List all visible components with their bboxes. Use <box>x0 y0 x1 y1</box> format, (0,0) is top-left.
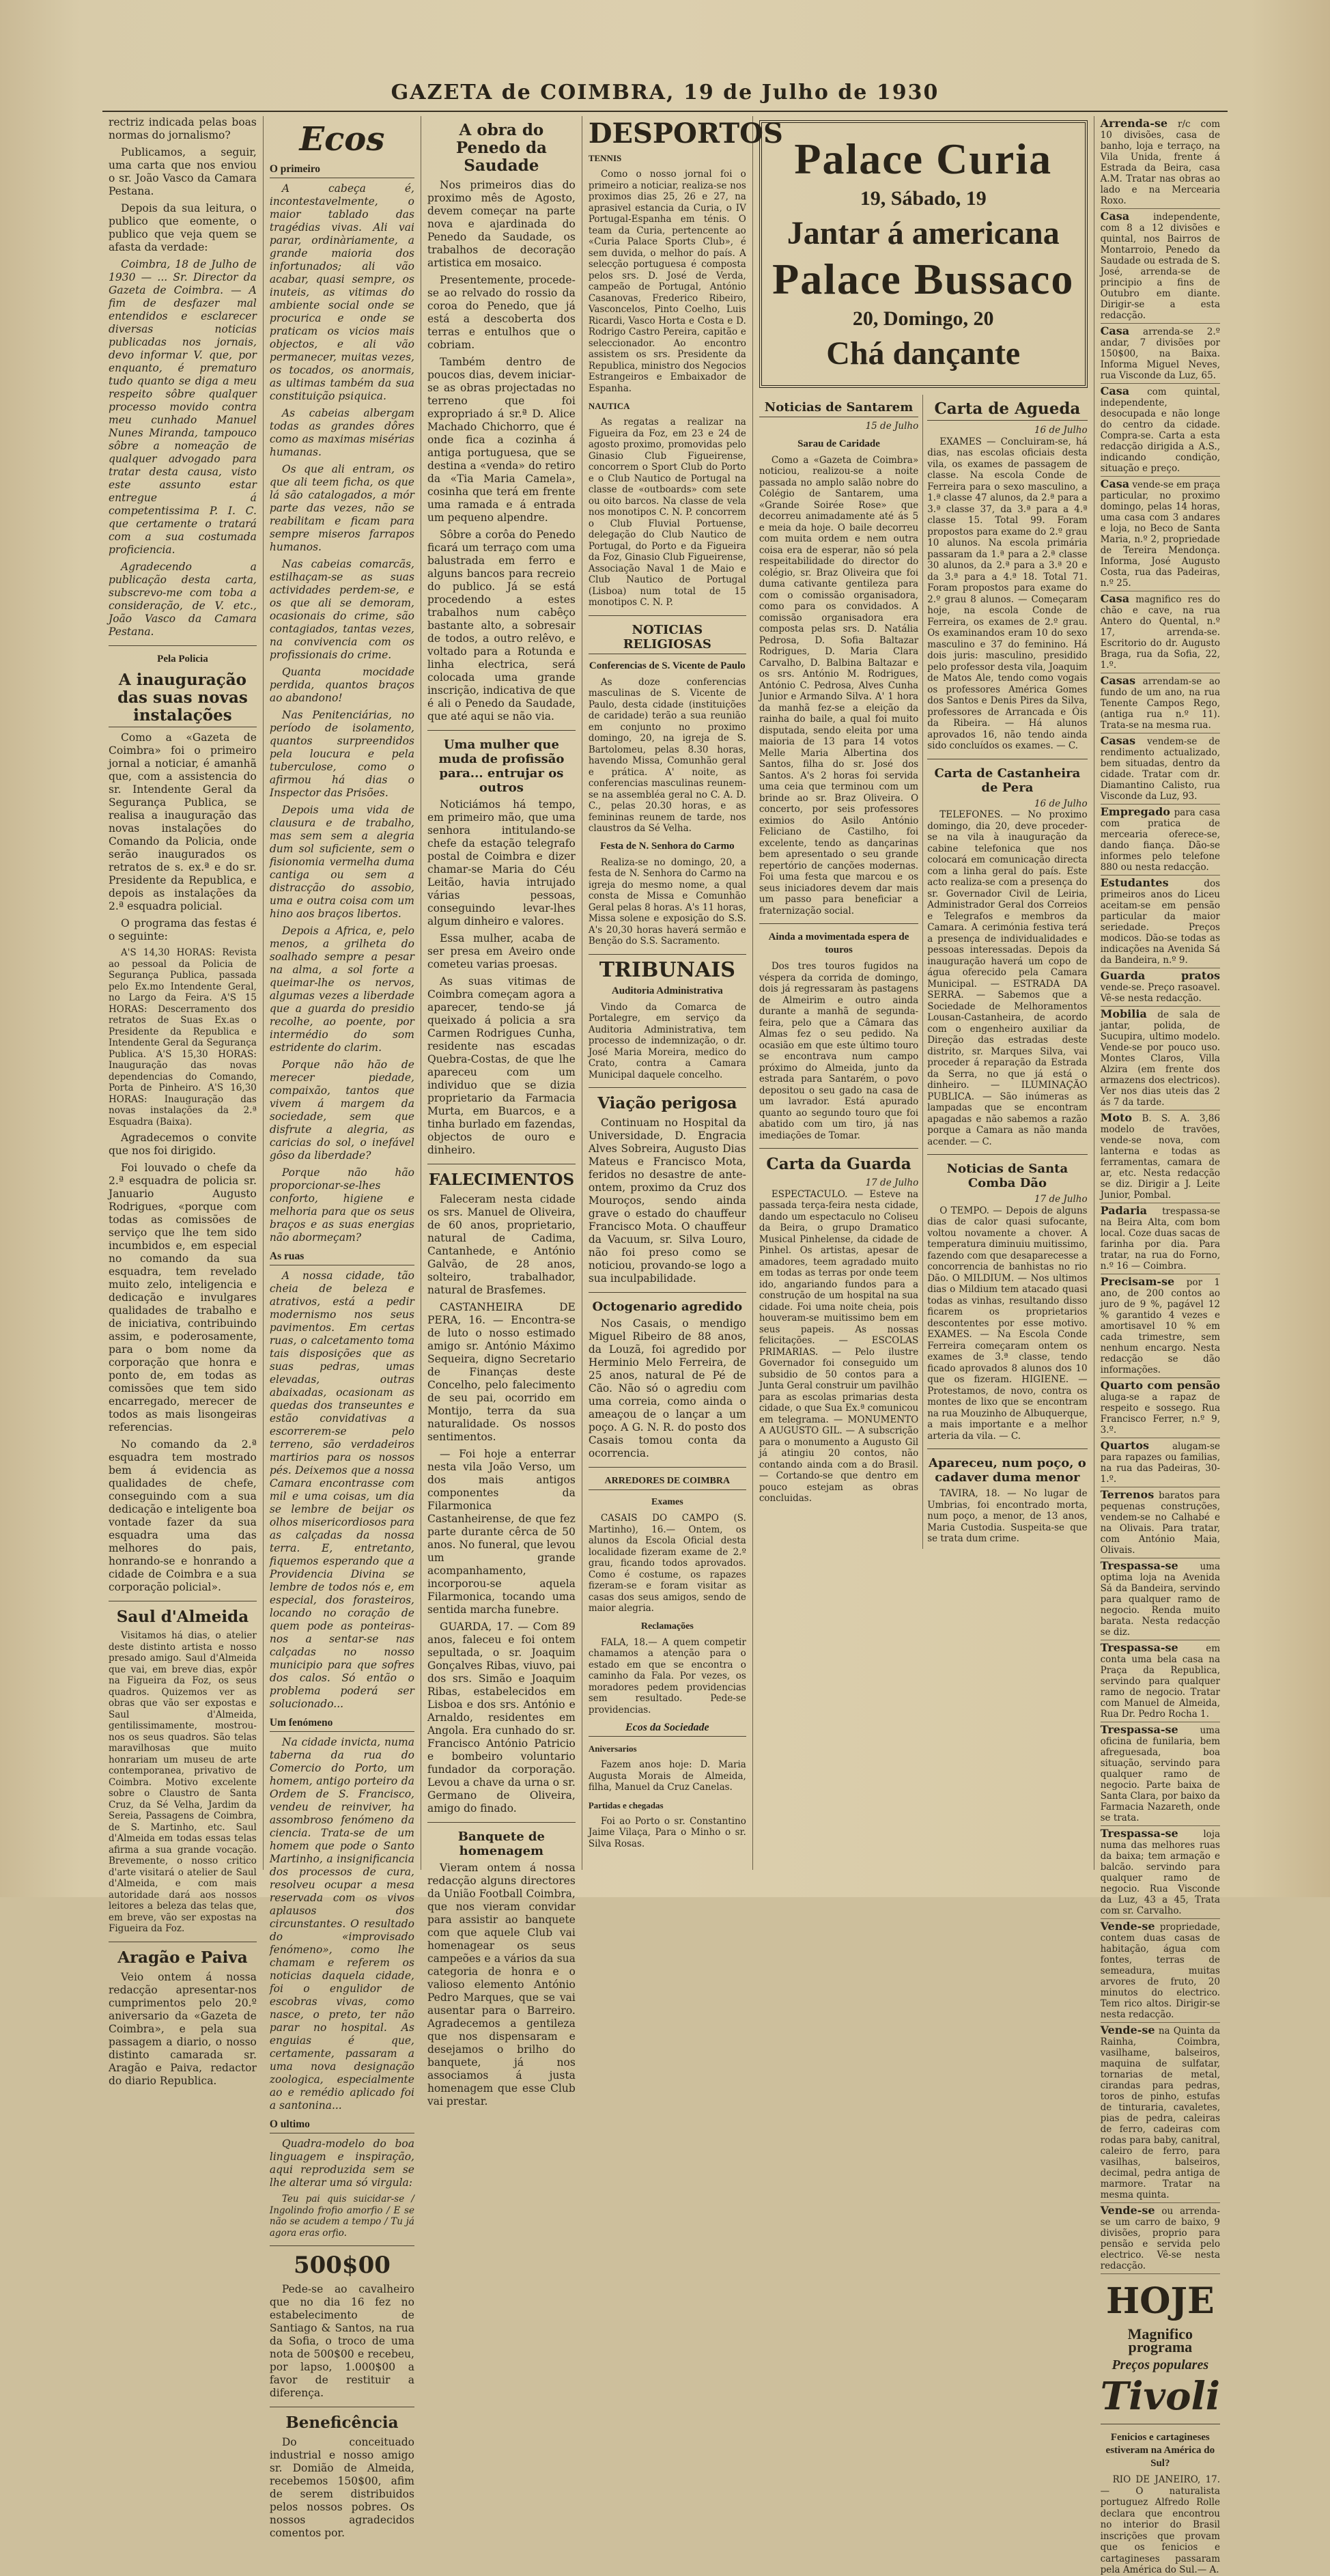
headline: TRIBUNAIS <box>599 957 735 982</box>
classified-ad <box>1101 1919 1220 2023</box>
paragraph: Porque não hão de merecer piedade, compaixão, tantos que vivem á margem da sociedade, sem que disfrute a alegria, as caricias do sol, o inefável gôso da liberdade? <box>269 1059 414 1162</box>
classified-ad <box>1101 2203 1220 2274</box>
paragraph: CASTANHEIRA DE PERA, 16. — Encontra-se de luto o nosso estimado amigo sr. António Máximo Sequeira, digno Secretario de Finanças deste Concelho, pelo falecimento de seu pai, ocorrido em Montijo, terra da sua naturalidade. Os nossos sentimentos. <box>427 1301 576 1443</box>
divider <box>589 1292 746 1293</box>
paragraph: TELEFONES. — No proximo domingo, dia 20, deve proceder-se na vila à inauguração da cabine telefonica que nos colocará em comunicação directa com a linha geral do país. Este acto realiza-se com a presença do sr. Governador Civil de Leiria, Administrador Geral dos Correios e Telegrafos e membros da Camara. A cerimónia festiva terá a presença de individualidades e pessoas interessadas. Depois da inauguração haverá um copo de água oferecido pela Camara Municipal. — ESTRADA DA SERRA. — Sabemos que a Sociedade de Melhoramentos Lousan-Castanheira, de acordo com o engenheiro auxiliar da Direção das estradas deste distrito, sr. Marques Silva, vai proceder á reparação da Estrada da Serra, no que já está o dinheiro. — ILUMINAÇÃO PUBLICA. — São inúmeras as lampadas que se encontram apagadas e não sabemos a razão porque a Camara as não manda acender. — C. <box>927 809 1088 1147</box>
program-list: A'S 14,30 HORAS: Revista ao pessoal da Policia de Segurança Publica, passada pelo Ex.mo Intendente Geral, no Largo da Feira. A'S 15 HORAS: Descerramento dos retratos de Suas Ex.as o Presidente da Republica e Intendente Geral da Segurança Publica. A'S 15,30 HORAS: Inauguração das novas dependencias do Comando, Porta de Pinheiro. A'S 16,30 HORAS: Inauguração das novas instalações da 2.ª Esquadra (Baixa). <box>109 947 257 1128</box>
column-4 <box>582 116 783 1870</box>
classified-ad-text: independente, com 8 a 12 divisões e quintal, nos Bairros de Montarroio, Penedo da Saudade ou estrada de S. José, arrenda-se de principio a fins de Outubro em diante. Dirigir-se a esta redacção. <box>1100 212 1220 321</box>
classified-ad-keyword: Mobilia <box>1100 1007 1147 1020</box>
headline: Octogenario agredido <box>592 1300 743 1314</box>
paragraph: Faleceram nesta cidade os srs. Manuel de Oliveira, de 60 anos, proprietario, natural de Cadima, Cantanhede, e António Galvão, de 28 anos, solteiro, trabalhador, natural de Brasfemes. <box>427 1193 576 1296</box>
classified-ad <box>1101 1722 1220 1826</box>
classified-ad-text: uma oficina de funilaria, bem afreguesada, boa situação, servindo para qualquer ramo de negocio. Parte baixa de Santa Clara, por baixo da Farmacia Nazareth, onde se trata. <box>1100 1725 1220 1823</box>
paragraph: No comando da 2.ª esquadra tem mostrado bem á evidencia as qualidades de chefe, conseguindo com a sua dedicação e inteligente boa vontade fazer da sua esquadra uma das melhores do pais, honrando-se e honrando a cidade de Coimbra e a sua corporação policial». <box>109 1438 257 1593</box>
paragraph: Visitamos há dias, o atelier deste distinto artista e nosso presado amigo. Saul d'Almeida que vai, em breve dias, expôr na Figueira da Foz, os seus quadros. Quizemos ver as obras que vão ser expostas e Saul d'Almeida, gentilissimamente, mostrou-nos os seus quadros. São telas maravilhosas que muito honrariam um museu de arte contemporanea, privativo de Coimbra. Motivo excelente sobre o Claustro de Santa Cruz, da Sé Velha, Jardim da Sereia, Passagens de Coimbra, de S. Martinho, etc. Saul d'Almeida em todas essas telas afirma a sua grande vocação. Brevemente, o nosso critico d'arte visitará o atelier de Saul d'Almeida, e com mais autoridade dará aos nossos leitores a beleza das telas que, em breve, vão ser expostas na Figueira da Foz. <box>109 1630 257 1934</box>
section-label: Um fenómeno <box>270 1716 414 1732</box>
headline-ecos: Ecos <box>299 120 385 158</box>
classified-ad-text: ou arrenda-se um carro de baixo, 9 divisões, proprio para pensão e servida pelo electrico. Vê-se nesta redacção. <box>1100 2206 1220 2271</box>
classified-ad-keyword: Terrenos <box>1100 1488 1155 1501</box>
classified-ad-keyword: Vende-se <box>1100 2024 1155 2036</box>
divider <box>270 2245 414 2246</box>
paragraph: Realiza-se no domingo, 20, a festa de N. Senhora do Carmo na igreja do mesmo nome, a qual consta de Missa e Comunhão Geral pelas 8 horas. A's 11 horas, Missa solene e exposição do S.S. A's 20,30 horas haverá sermão e Benção do S.S. Sacramento. <box>588 856 746 947</box>
divider <box>927 1448 1087 1449</box>
paragraph: Vindo da Comarca de Portalegre, em serviço da Auditoria Administrativa, tem processo de indemnização, o dr. José Maria Moreira, medico do Crato, contra a Camara Municipal daquele concelho. <box>588 1001 746 1080</box>
classified-ad <box>1101 733 1220 804</box>
classified-ad-text: em conta uma bela casa na Praça da Republica, servindo para qualquer ramo de negocio. Tratar com Manuel de Almeida, Rua Dr. Pedro Rocha 1. <box>1100 1643 1220 1720</box>
classified-ad <box>1101 1274 1220 1378</box>
ad-line: Chá dançante <box>826 335 1021 372</box>
classified-ad-keyword: Casa <box>1100 210 1130 223</box>
paragraph: Nas cabeias comarcãs, estilhaçam-se as suas actividades perdem-se, e os que ali se demoram, ocasionais do crime, são contagiados, tantas vezes, na convivencia com os profissionais do crime. <box>269 558 414 661</box>
paragraph: Veio ontem á nossa redacção apresentar-nos cumprimentos pelo 20.º aniversario da «Gazeta de Coimbra», e pela sua passagem a diario, o nosso distinto camarada sr. Aragão e Paiva, redactor do diario Republica. <box>109 1970 257 2087</box>
dateline: 16 de Julho <box>1034 798 1088 809</box>
cinema-ad-name: Tivoli <box>1100 2374 1220 2419</box>
classified-ad-keyword: Casa <box>1100 592 1130 605</box>
paragraph: Essa mulher, acaba de ser presa em Aveiro onde cometeu varias proesas. <box>427 932 576 970</box>
headline: Viação perigosa <box>597 1094 737 1112</box>
masthead-rule <box>102 111 1228 112</box>
classified-ad <box>1101 591 1220 673</box>
classified-ad-keyword: Quarto com pensão <box>1100 1379 1220 1392</box>
section-label: ARREDORES DE COIMBRA <box>589 1474 746 1490</box>
paragraph: Quanta mocidade perdida, quantos braços ao abandono! <box>269 666 414 704</box>
paragraph: RIO DE JANEIRO, 17.— O naturalista portuguez Alfredo Rolle declara que encontrou no interior do Brasil inscrições que provam que os fenicios e cartagineses passaram pela América do Sul.— A. <box>1100 2474 1220 2575</box>
classified-ad-keyword: Estudantes <box>1100 876 1169 889</box>
classified-ad <box>1101 673 1220 733</box>
classified-ad-keyword: Guarda pratos <box>1100 969 1220 982</box>
headline: Beneficência <box>285 2413 399 2432</box>
two-column-block <box>759 395 1088 1549</box>
classified-ad <box>1101 1110 1220 1203</box>
column-5 <box>753 116 1094 1870</box>
paragraph: Continuam no Hospital da Universidade, D. Engracia Alves Sobreira, Augusto Dias Mateus e Francisco Mota, feridos no desastre de ante-ontem, proximo da Cruz dos Mouroços, sendo ainda grave o estado do chauffeur Francisco Mota. O chauffeur da Vacuum, sr. Silva Louro, não foi preso como se noticiou, provando-se logo a sua inculpabilidade. <box>588 1117 746 1285</box>
paragraph: A nossa cidade, tão cheia de beleza e atrativos, está a pedir modernismo nos seus pavimentos. Em certas ruas, o calcetamento toma tais disposições que as suas pedras, umas elevadas, outras abaixadas, ocasionam as quedas dos transeuntes e estão convidativas a escorrerem-se pelo terreno, são verdadeiros martirios para os nossos pés. Deixemos que a nossa Camara encontrasse com mil e uma coisas, um dia se lembre de beijar os olhos misericordiosos para as calçadas da nossa terra. E, entretanto, fiquemos esperando que a Providencia Divina se lembre de todos nós e, em especial, dos forasteiros, locando no coração de quem pode as ponteiras-nos a sentar-se nas calçadas no nosso municipio para que sofres dos calos. Só então o problema poderá ser solucionado... <box>269 1270 414 1710</box>
classified-ad-text: B. S. A. 3,86 modelo de travões, vende-se nova, com lanterna e todas as ferramentas, camara de ar, etc. Nesta redacção se diz. Dirigir a J. Leite Junior, Pombal. <box>1100 1113 1220 1201</box>
subheadline: Auditoria Administrativa <box>611 985 723 996</box>
classified-ad <box>1101 384 1220 477</box>
paragraph: ESPECTACULO. — Esteve na passada terça-feira nesta cidade, dando um espectaculo no Coliseu da Beira, o grupo Dramatico Musical Pinhelense, da cidade de Pinhel. Os artistas, apesar de amadores, teem agradado muito em todas as terras por onde teem ido, angariando fundos para a construção de um hospital na sua cidade. Foi uma noite cheia, pois houveram-se muitissimo bem em seus papeis. As nossas felicitações. — ESCOLAS PRIMARIAS. — Pelo ilustre Governador foi conseguido um subsidio de 50 contos para a Junta Geral construir um pavilhão para as escolas primarias desta cidade, o que Sua Ex.ª comunicou em telegrama. — MONUMENTO A AUGUSTO GIL. — A subscrição para o monumento a Augusto Gil já atingiu 20 contos, não contando ainda com a do Brasil. — Cortando-se que dentro em pouco estejam as obras concluidas. <box>759 1188 919 1504</box>
ad-line: Jantar á americana <box>787 215 1060 251</box>
headline: Carta da Guarda <box>766 1155 911 1173</box>
classified-ad <box>1101 1487 1220 1558</box>
classified-ad-keyword: Precisam-se <box>1100 1275 1175 1288</box>
section-label: As ruas <box>270 1250 414 1265</box>
headline: A obra do Penedo da Saudade <box>455 121 547 175</box>
divider <box>589 1087 746 1088</box>
classified-ad-keyword: Casa <box>1100 477 1130 490</box>
paragraph: Nos Casais, o mendigo Miguel Ribeiro de 88 anos, da Louzã, foi agredido por Herminio Melo Ferreira, de 25 anos, natural de Pé de Cão. Não só o agrediu com uma correia, como ainda o ameaçou de o lançar a um poço. A G. N. R. do posto dos Casais tomou conta da ocorrencia. <box>588 1317 746 1459</box>
classified-ad-keyword: Trespassa-se <box>1100 1559 1178 1572</box>
divider <box>589 615 746 616</box>
classified-ad-text: alugam-se para rapazes ou familias, na rua das Padeiras, 30-1.º. <box>1100 1441 1220 1485</box>
headline: 500$00 <box>293 2252 391 2279</box>
column-3 <box>421 116 582 2108</box>
paragraph: rectriz indicada pelas boas normas do jornalismo? <box>109 116 257 141</box>
paragraph: Publicamos, a seguir, uma carta que nos enviou o sr. João Vasco da Camara Pestana. <box>109 146 257 197</box>
letter-closing: Agradecendo a publicação desta carta, subscrevo-me com toba a consideração, de V. etc., João Vasco da Camara Pestana. <box>109 561 257 638</box>
paragraph: O TEMPO. — Depois de alguns dias de calor quasi sufocante, voltou novamente a chover. A temperatura diminuiu muitissimo, fazendo com que desaparecesse a concorrencia de banhistas no rio Dão. O MILDIUM. — Nos ultimos dias o Mildium tem atacado quasi todas as vinhas, resultando disso ficarem os proprietarios descontentes por esse motivo. EXAMES. — Na Escola Conde Ferreira começaram ontem os exames de 3.ª classe, tendo ficado aprovados 8 alunos dos 10 que os fizeram. HIGIENE. — Protestamos, de novo, contra os montes de lixo que se encontram na rua Mouzinho de Albuquerque, a mais importante e a melhor arteria da vila. — C. <box>927 1205 1088 1442</box>
classified-ad-text: loja numa das melhores ruas da baixa; tem armação e balcão. servindo para qualquer ramo de negocio. Rua Visconde da Luz, 43 a 45, Trata com sr. Carvalho. <box>1100 1829 1220 1916</box>
headline: Carta de Castanheira de Pera <box>934 766 1081 795</box>
classified-ad <box>1101 477 1220 591</box>
paragraph: As suas vitimas de Coimbra começam agora a aparecer, tendo-se já queixado á policia a sra Carmen Rodrigues Cunha, residente nas escadas Quebra-Costas, de que lhe apareceu com um individuo que se dizia proprietario da Farmacia Murta, em Buarcos, e a tinha burlado em fazendas, objectos de ouro e dinheiro. <box>427 975 576 1156</box>
classified-ad <box>1101 1826 1220 1919</box>
section-label: O ultimo <box>270 2118 414 2133</box>
classified-ad-keyword: Casa <box>1100 324 1130 337</box>
paragraph: A cabeça é, incontestavelmente, o maior tablado das tragédias vivas. Ali vai parar, ordinàriamente, a grande maioria dos infortunados; ali vão acabar, quasi sempre, os inuteis, as vitimas do ambiente social onde se procurica e onde se praticam os vicios mais objectos, e ali vão permanecer, muitas vezes, os tocados, os anormais, as ultimas também da sua constituição psiquica. <box>269 182 414 402</box>
headline: A inauguração das suas novas instalações <box>109 671 257 727</box>
classified-ad <box>1101 1203 1220 1274</box>
column-6-classifieds <box>1094 116 1226 2575</box>
classified-ad <box>1101 804 1220 876</box>
paragraph: Foi louvado o chefe da 2.ª esquadra de policia sr. Januario Augusto Rodrigues, «porque com todas as comissões de serviço que lhe tem sido incumbidos e, em especial no comando da sua esquadra, tem revelado muito zelo, inteligencia e dedicação e invulgares qualidades de trabalho e de iniciativa, contribuindo assim, e poderosamente, para o bom nome da corporação que honra e ponto de, em todas as comissões que tem sido encarregado, merecer de todos as mais lisongeiras referencias. <box>109 1162 257 1433</box>
classified-ad-text: arrendam-se ao fundo de um ano, na rua Tenente Campos Rego, (antiga rua n.º 11). Trata-se na mesma rua. <box>1100 676 1220 731</box>
paragraph: Depois a Africa, e, pelo menos, a grilheta do soalhado sempre a pesar na alma, a sol forte a queimar-lhe os nervos, algumas vezes a liberdade que a guarda do presidio recolhe, ao poente, por intermédio do som estridente do clarim. <box>269 925 414 1054</box>
subcolumn-right <box>923 395 1087 1549</box>
classified-ad <box>1101 324 1220 384</box>
subheadline: Partidas e chegadas <box>588 1800 664 1810</box>
ad-line: Palace Curia <box>794 135 1053 183</box>
classified-ad-keyword: Quartos <box>1100 1439 1150 1452</box>
classified-ad-text: dos primeiros anos do Liceu aceitam-se em pensão particular da maior seriedade. Preços modicos. Dão-se todas as indicações na Avenida Sá da Bandeira, n.º 9. <box>1100 878 1220 966</box>
paragraph: Como a «Gazeta de Coimbra» noticiou, realizou-se a noite passada no amplo salão nobre do Colégio de Santarem, uma «Grande Soirée Rose» que decorreu animadamente até ás 5 e meia da hoje. O baile decorreu com muita ordem e nem outra coisa era de esperar, não só pela respeitabilidade do director do colégio, sr. Braz Oliveira que foi duma cativante gentileza para com o comissão organisadora, como para os convidados. A comissão organisadora era composta pelas srs. D. Natália Pedrosa, D. Sofia Baltazar Rodrigues, D. Maria Clara Carvalho, D. Balbina Baltazar e os srs. António M. Rodrigues, António C. Pedrosa, Alves Cunha Junior e Armando Silva. A' 1 hora da manhã fez-se a eleição da rainha do baile, a qual foi muito disputada, sendo eleita por uma maioria de 13 para 14 votos Melle Maria Albertina dos Santos, filha do sr. José dos Santos. A's 2 horas foi servida uma ceia que terminou com um brinde ao sr. Braz Oliveira. O concerto, por seis professores eximios do Asilo António Feliciano de Castilho, foi excelente, tendo as dançarinas bem apresentado o seu grande repertório de canções modernas. Foi uma festa que marcou e os seus iniciadores devem dar mais um passo para beneficiar a fraternização social. <box>759 454 919 916</box>
headline: Ainda a movimentada espera de touros <box>768 932 909 955</box>
ad-line: Palace Bussaco <box>772 255 1075 303</box>
classified-ad-text: magnifico res do chão e cave, na rua Antero do Quental, n.º 17, arrenda-se. Escritorio do dr. Augusto Braga, rua da Sofia, 22, 1.º. <box>1100 594 1220 671</box>
classified-ad <box>1101 2023 1220 2203</box>
subheadline: Aniversarios <box>588 1744 637 1754</box>
headline-desportos: DESPORTOS <box>588 117 783 150</box>
paragraph: Agradecemos o convite que nos foi dirigido. <box>109 1132 257 1157</box>
masthead: GAZETA de COIMBRA, 19 de Julho de 1930 <box>391 81 939 104</box>
paragraph: Sôbre a corôa do Penedo ficará um terraço com uma balustrada em ferro e alguns bancos para recreio do publico. Já se está procedendo a estes trabalhos num cabêço bastante alto, a sobresair de todos, a outro relêvo, e voltado para a Rotunda e linha electrica, será colocada uma grande inscrição, indicativa de que é ali o Penedo da Saudade, que até aqui se não via. <box>427 529 576 723</box>
classified-ad-text: na Quinta da Rainha, Coimbra, vasilhame, balseiros, maquina de sulfatar, tornarias de metal, cirandas para pedras, toros de pinho, estufas de tinturaria, cavaletes, pias de pedra, caleiras de ferro, cadeiras com rodas para baby, canitral, caleiro de ferro, para vasilhas, balseiros, decimal, pedra antiga de marmore. Tratar na mesma quinta. <box>1100 2026 1220 2200</box>
letter-body: Coimbra, 18 de Julho de 1930 — ... Sr. Director da Gazeta de Coimbra. — A fim de desfazer mal entendidos e esclarecer diversas noticias publicadas nos jornais, devo informar V. que, por enquanto, é prematuro tudo quanto se diga a meu respeito sôbre qualquer processo movido contra meu cunhado Manuel Nunes Miranda, tampouco sôbre a nomeação de qualquer advogado para tratar desta causa, visto este assunto estar entregue á competentissima P. I. C. que certamente o tratará com a sua costumada proficiencia. <box>109 258 257 556</box>
classified-ads-list <box>1101 116 1220 2274</box>
classified-ad-text: uma optima loja na Avenida Sá da Bandeira, servindo para qualquer ramo de negocio. Renda muito barata. Nesta redacção se diz. <box>1100 1561 1220 1638</box>
classified-ad-text: baratos para pequenas construções, vendem-se no Calhabé e na Olivais. Para tratar, com António Maia, Olivais. <box>1100 1490 1220 1556</box>
paragraph: Nas Penitenciárias, no período de isolamento, quantos surpreendidos pela loucura e pela tuberculose, como o afirmou há dias o Inspector das Prisões. <box>269 709 414 799</box>
paragraph: As cabeias albergam todas as grandes dôres como as maximas misérias humanas. <box>269 407 414 458</box>
subheadline: Reclamações <box>640 1621 694 1632</box>
classified-ad-text: por 1 ano, de 200 contos ao juro de 9 %, pagável 12 % garantido 4 vezes e amortisavel 10 % em cada trimestre, sem nenhum encargo. Nesta redacção se dão informações. <box>1100 1277 1221 1375</box>
palace-hotels-ad <box>759 120 1088 388</box>
paragraph: Também dentro de poucos dias, devem iniciar-se as obras projectadas no terreno que foi expropriado á sr.ª D. Alice Machado Chichorro, que é onde fica a cozinha á antiga portuguesa, que se destina a «venda» do retiro da «Tia Maria Camela», cosinha que terá em frente uma ramada e á entrada um pequeno alpendre. <box>427 356 576 524</box>
paragraph: CASAIS DO CAMPO (S. Martinho), 16.— Ontem, os alunos da Escola Oficial desta localidade fizeram exame de 2.º grau, ficando todos aprovados. Como é costume, os rapazes fizeram-se e foram visitar as casas dos seus amigos, sendo de maior alegria. <box>588 1513 746 1614</box>
classified-ad-keyword: Empregado <box>1100 805 1170 818</box>
cinema-ad-line: Preços populares <box>1112 2357 1209 2372</box>
headline: FALECIMENTOS <box>428 1171 575 1189</box>
divider <box>927 1154 1087 1155</box>
dateline: 17 de Julho <box>1034 1194 1088 1205</box>
paragraph: GUARDA, 17. — Com 89 anos, faleceu e foi ontem sepultada, o sr. Joaquim Gonçalves Ribas, viuvo, pai dos srs. Simão e Joaquim Ribas, estabelecidos em Lisboa e dos srs. António e Arnaldo, residentes em Angola. Era cunhado do sr. Francisco António Patricio e bombeiro voluntario fundador da corporação. Levou a chave da urna o sr. Germano de Oliveira, amigo do finado. <box>427 1621 576 1815</box>
paragraph: Como o nosso jornal foi o primeiro a noticiar, realiza-se nos proximos dias 25, 26 e 27, na aprasivel estancia da Curia, o IV Portugal-Espanha em ténis. O team da Curia, pertencente ao «Curia Palace Sports Club», é sem duvida, o melhor do país. A selecção portuguesa é composta pelos srs. D. José de Verda, campeão de Portugal, António Casanovas, Frederico Ribeiro, Vasconcelos, Pinto Coelho, Luis Ricardi, Vasco Horta e Costa e D. Rodrigo Castro Pereira, capitão e seleccionador. Ao encontro assistem os srs. Presidente da Republica, ministro dos Negocios Estrangeiros e Embaixador de Espanha. <box>588 169 746 394</box>
subheadline: Festa de N. Senhora do Carmo <box>600 840 735 852</box>
divider <box>759 923 918 924</box>
classified-ad-text: propriedade, contem duas casas de habitação, água com fontes, terras de semeadura, muitas arvores de fruto, 20 minutos do electrico. Tem rico altos. Dirigir-se nesta redacção. <box>1100 1922 1220 2020</box>
classified-ad <box>1101 1558 1220 1640</box>
subheadline: Exames <box>651 1497 683 1507</box>
section-label: TENNIS <box>588 153 622 163</box>
classified-ad-keyword: Arrenda-se <box>1100 117 1168 130</box>
divider <box>589 1467 746 1468</box>
paragraph: Depois uma vida de clausura e de trabalho, mas sem sem a alegria dum sol suficiente, sem o fisionomia vermelha duma cantiga ou sem a distracção do assobio, uma e outra coisa com um hino aos braços libertos. <box>269 804 414 920</box>
paragraph: Na cidade invicta, numa taberna da rua do Comercio do Porto, um homem, antigo porteiro da Ordem de S. Francisco, vendeu de reinviver, ha assombroso fenómeno da ciencia. Trata-se de um homem que pode o Santo Martinho, a insignificancia dos processos de cura, resolveu ocupar a mesa reservada com os vivos aplausos dos circunstantes. O resultado do «improvisado fenómeno», como lhe chamam e referem os noticias daquela cidade, foi o engulidor de escobras vivas, como nasce, o preto, ter não parar no hospital. As enguias é que, certamente, passaram a uma nova designação zoologica, especialmente ao e remédio aplicado foi a santonina... <box>269 1736 414 2112</box>
divider <box>427 1822 576 1823</box>
headline: Aragão e Paiva <box>117 1948 248 1967</box>
section-label: NAUTICA <box>588 401 630 411</box>
classified-ad-text: vendem-se de rendimento actualizado, bem situadas, dentro da cidade. Tratar com dr. Diamantino Calisto, rua Visconde da Luz, 93. <box>1100 736 1220 802</box>
classified-ad-text: trespassa-se na Beira Alta, com bom local. Coze duas sacas de farinha por dia. Para tratar, na rua do Forno, n.º 16 — Coimbra. <box>1100 1206 1220 1272</box>
divider <box>109 645 257 646</box>
paragraph: Nos primeiros dias do proximo mês de Agosto, devem começar na parte nova e ajardinada do Penedo da Saudade, os trabalhos de decoração artistica em mosaico. <box>427 179 576 269</box>
classified-ad <box>1101 1640 1220 1722</box>
classified-ad <box>1101 1438 1220 1487</box>
classified-ad-text: para casa com pratica de mercearia oferece-se, dando fiança. Dão-se informes pelo telefone 880 ou nesta redacção. <box>1100 807 1220 873</box>
subheadline: Conferencias de S. Vicente de Paulo <box>589 660 746 671</box>
headline: NOTICIAS RELIGIOSAS <box>589 623 746 654</box>
headline: Carta de Agueda <box>927 400 1087 421</box>
section-label: Ecos da Sociedade <box>589 1721 746 1737</box>
paragraph: Foi ao Porto o sr. Constantino Jaime Vilaça, Para o Minho o sr. Silva Rosas. <box>588 1815 746 1849</box>
classified-ad-text: arrenda-se 2.º andar, 7 divisões por 150$00, na Baixa. Informa Miguel Neves, rua Visconde da Luz, 65. <box>1100 326 1220 381</box>
classified-ad-keyword: Casa <box>1100 384 1130 397</box>
columns <box>102 116 1226 2575</box>
paragraph: — Foi hoje a enterrar nesta vila João Verso, um dos mais antigos componentes da Filarmonica Castanheirense, de que fez parte durante cêrca de 50 anos. No funeral, que levou um grande acompanhamento, incorporou-se aquela Filarmonica, tocando uma sentida marcha funebre. <box>427 1448 576 1616</box>
headline: Noticias de Santarem <box>759 400 918 417</box>
divider <box>427 730 576 731</box>
dateline: 17 de Julho <box>865 1177 919 1188</box>
classified-ad-keyword: Vende-se <box>1100 2204 1155 2217</box>
paragraph: EXAMES — Concluiram-se, há dias, nas escolas oficiais desta vila, os exames de passagem de classe. Na escola Conde de Ferreira para o sexo masculino, a 1.ª classe 47 alunos, da 2.ª para a 3.ª classe 37, da 3.ª para a 4.ª classe 15. Total 99. Foram propostos para exame do 2.º grau 10 alunos. Na escola primária passaram da 1.ª para a 2.ª classe 30 alunos, da 2.ª para a 3.ª 20 e da 3.ª para a 4.ª 18. Total 71. Foram propostos para exame do 2.º grau 8 alunos. — Começaram hoje, na escola Conde de Ferreira, os exames de 2.º grau. Os examinandos eram 10 do sexo masculino e 37 do feminino. Há dois juris: masculino, presidido pelo professor desta vila, Joaquim de Matos Ale, tendo como vogais os professores América Gomes dos Santos e Denis Pires da Silva, professores de Arrancada e Óis da Ribeira. — Há alunos aprovados 16, não tendo ainda sido concluídos os exames. — C. <box>927 436 1088 751</box>
ad-line: 20, Domingo, 20 <box>852 307 994 330</box>
paragraph: Depois da sua leitura, o publico que eomente, o publico que veja quem se afasta da verdade: <box>109 202 257 253</box>
classified-ad-text: r/c com 10 divisões, casa de banho, loja e terraço, na Vila Unida, frente á Estrada da Beira, casa A.M. Tratar nas obras ao lado e na Mercearia Roxo. <box>1100 119 1220 206</box>
paragraph: Do conceituado industrial e nosso amigo sr. Domião de Almeida, recebemos 150$00, afim de serem distribuidos pelos nossos pobres. Os nossos agradecidos comentos por. <box>269 2436 414 2539</box>
subheadline: Sarau de Caridade <box>797 438 880 449</box>
paragraph: As doze conferencias masculinas de S. Vicente de Paulo, desta cidade (instituições de caridade) terão a sua reunião em conjunto no proximo domingo, 20, na igreja de S. Bartolomeu, pelas 8.30 horas, havendo Missa, Comunhão geral e prática. A' noite, as conferencias masculinas reunem-se na assembléa geral no C. A. D. C., pelas 20.30 horas, e as femininas reunem de tarde, nos claustros da Sé Velha. <box>588 676 746 834</box>
paragraph: As regatas a realizar na Figueira da Foz, em 23 e 24 de agosto proximo, promovidas pelo Ginasio Club Figueirense, concorrem o Sport Club do Porto e o Club Nautico de Portugal na classe de «outboards» com sete ou oito barcos. Na classe de vela nos monotipos C. N. P. concorrem o Club Fluvial Portuense, delegação do Club Nautico de Portugal, do Porto e da Figueira da Foz, Ginasio Club Figueirense, Associação Naval 1 de Maio e Club Nautico de Portugal (Lisboa) num total de 15 monotipos C. N. P. <box>588 417 746 608</box>
paragraph: O programa das festas é o seguinte: <box>109 917 257 942</box>
dateline: 16 de Julho <box>1034 425 1088 436</box>
classified-ad-text: aluga-se a rapaz de respeito e sossego. Rua Francisco Ferrer, n.º 9, 3.º. <box>1100 1392 1220 1436</box>
headline: Fenicios e cartagineses estiveram na América do Sul? <box>1105 2432 1215 2469</box>
classified-ad <box>1101 968 1220 1007</box>
classified-ad-keyword: Moto <box>1100 1111 1133 1124</box>
divider <box>759 1148 918 1149</box>
headline: Noticias de Santa Comba Dão <box>946 1162 1069 1190</box>
cinema-ad-line: Magnifico programa <box>1127 2325 1193 2355</box>
ad-line: 19, Sábado, 19 <box>860 187 987 210</box>
paragraph: Presentemente, procede-se ao relvado do rossio da coroa do Penedo, que já está a descoberta dos terras e entulhos que o cobriam. <box>427 274 576 351</box>
paragraph: Como a «Gazeta de Coimbra» foi o primeiro jornal a noticiar, é amanhã que, com a assistencia do sr. Intendente Geral da Segurança Publica, se realisa a inauguração das novas instalações do Comando da Policia, onde serão inaugurados os retratos de s. ex.ª e do sr. Presidente da Republica, e depois as instalações da 2.ª esquadra policial. <box>109 731 257 912</box>
classified-ad-text: vende-se em praça particular, no proximo domingo, pelas 14 horas, uma casa com 3 andares e loja, no Beco de Santa Maria, n.º 2, propriedade de Tereira Mendonça. Informa, José Augusto Costa, rua das Padeiras, n.º 25. <box>1100 479 1220 589</box>
paragraph: Dos tres touros fugidos na véspera da corrida de domingo, dois já regressaram às pastagens de Almeirim e outro ainda durante a manhã de segunda-feira, pelo que a Câmara das Almas fez o seu pedido. Na ocasião em que este último touro se encontrava num campo próximo do Almeida, junto da estrada para Santarém, o povo depositou o seu gado na casa de um lavrador. Está apurado quanto ao segundo touro que foi abatido com um tiro, já nas imediações de Tomar. <box>759 961 919 1141</box>
classified-ad <box>1101 116 1220 209</box>
subcolumn-left <box>759 395 923 1549</box>
classified-ad <box>1101 1378 1220 1438</box>
section-label: Pela Policia <box>157 654 208 664</box>
paragraph: Porque não hão proporcionar-se-lhes conforto, higiene e melhoria para que os seus braços e as suas energias não abormeçam? <box>269 1166 414 1244</box>
headline: Banquete de homenagem <box>457 1830 545 1858</box>
divider <box>589 954 746 955</box>
paragraph: TAVIRA, 18. — No lugar de Umbrias, foi encontrado morta, num poço, a menor, de 13 anos, Maria Custodia. Suspeita-se que se trata dum crime. <box>927 1488 1088 1544</box>
paragraph: Fazem anos hoje: D. Maria Augusta Morais de Almeida, filha, Manuel da Cruz Canelas. <box>588 1759 746 1793</box>
dateline: 15 de Julho <box>865 421 919 432</box>
classified-ad-keyword: Casas <box>1100 674 1136 687</box>
section-label: O primeiro <box>270 163 414 178</box>
quatrain: Teu pai quis suicidar-se / Ingolindo frofio amorfio / E se não se acudem a tempo / Tu já agora eras orfio. <box>269 2194 414 2239</box>
paragraph: Pede-se ao cavalheiro que no dia 16 fez no estabelecimento de Santiago & Santos, na rua da Sofia, o troco de uma nota de 500$00 e recebeu, por lapso, 1.000$00 a favor de restituir a diferença. <box>269 2283 414 2399</box>
classified-ad <box>1101 876 1220 968</box>
paragraph: Noticiámos há tempo, em primeiro mão, que uma senhora intitulando-se chefe da estação telegrafo postal de Coimbra e dizer chamar-se Maria do Céu Leitão, havia intrujado várias pessoas, conseguindo levar-lhes algum dinheiro e valores. <box>427 798 576 927</box>
classified-ad-keyword: Trespassa-se <box>1100 1723 1178 1736</box>
classified-ad-keyword: Trespassa-se <box>1100 1827 1178 1840</box>
column-1 <box>102 116 264 2087</box>
classified-ad <box>1101 209 1220 324</box>
classified-ad-keyword: Casas <box>1100 734 1136 747</box>
classified-ad-text: de sala de jantar, polida, de Sucupira, ultimo modelo. Vende-se por pouco uso. Montes Claros, Villa Alzira (em frente dos armazens dos electricos). Ver nos dias uteis das 2 ás 7 da tarde. <box>1100 1009 1221 1108</box>
paragraph: Quadra-modelo do boa linguagem e inspiração, aqui reproduzida sem se lhe alterar uma só virgula: <box>269 2138 414 2189</box>
paragraph: FALA, 18.— A quem competir chamamos a atenção para o estado em que se encontra o caminho da Fala. Por vezes, os moradores pedem providencias sem resultado. Pede-se providencias. <box>588 1636 746 1716</box>
classified-ad-text: com quintal, independente, desocupada e não longe do centro da cidade. Compra-se. Carta a esta redacção dirigida a A.S., indicando condição, situação e preço. <box>1100 387 1221 474</box>
paragraph: Os que ali entram, os que ali teem ficha, os que lá são catalogados, a mór parte das vezes, não se reabilitam e ficam para sempre miseros farrapos humanos. <box>269 463 414 553</box>
classified-ad-keyword: Vende-se <box>1100 1920 1155 1933</box>
classified-ad-text: vende-se. Preço rasoavel. Vê-se nesta redacção. <box>1100 982 1220 1004</box>
classified-ad-keyword: Padaria <box>1100 1204 1148 1217</box>
column-2 <box>264 116 421 2539</box>
classified-ad <box>1101 1007 1220 1110</box>
headline: Uma mulher que muda de profissão para... entrujar os outros <box>438 738 565 795</box>
headline: Saul d'Almeida <box>116 1608 249 1626</box>
classified-ad-keyword: Trespassa-se <box>1100 1641 1178 1654</box>
cinema-ad-hoje: HOJE <box>1105 2280 1215 2322</box>
headline: Apareceu, num poço, o cadaver duma menor <box>929 1456 1086 1485</box>
paragraph: Vieram ontem á nossa redacção alguns directores da União Football Coimbra, que nos vieram convidar para assistir ao banquete com que aquele Club vai homenagear os seus campeões e a vários da sua categoria de honra e o valioso elemento António Pedro Marques, que se vai ausentar para o Barreiro. Agradecemos a gentileza que nos dispensaram e desejamos o brilho do banquete, já nos associamos á justa homenagem que esse Club vai prestar. <box>427 1862 576 2108</box>
